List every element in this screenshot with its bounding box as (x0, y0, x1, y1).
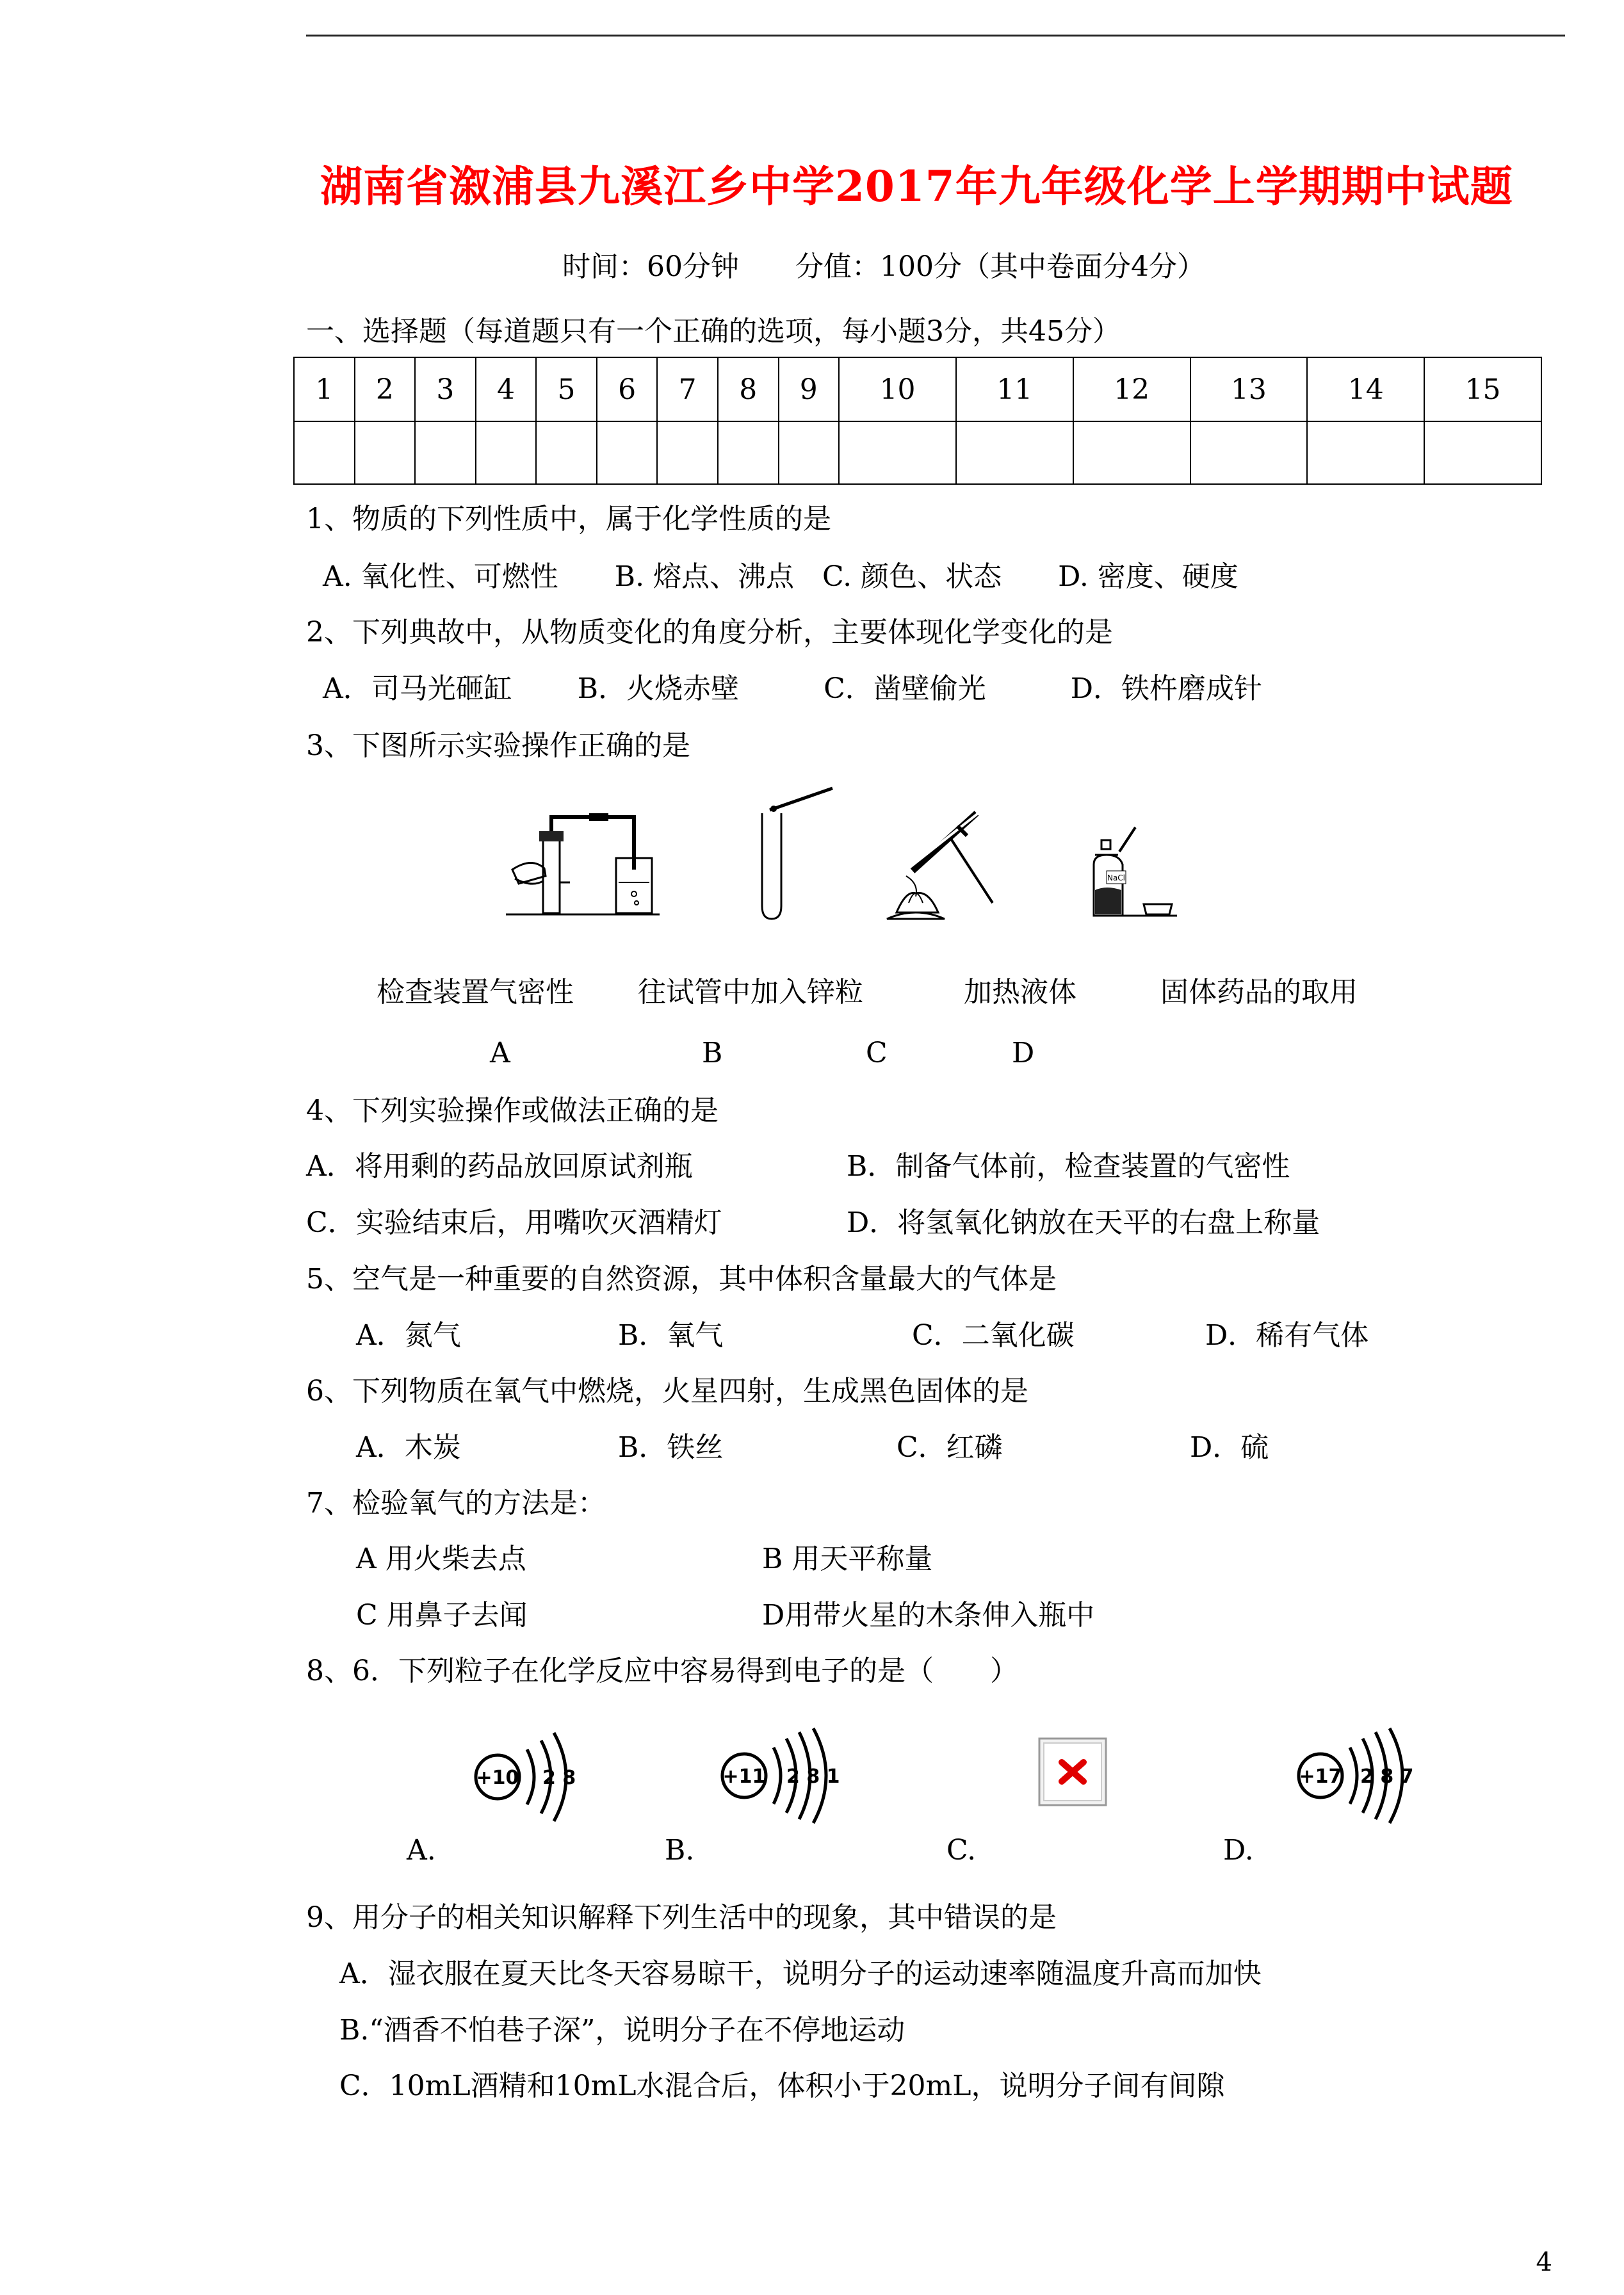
figure-letter-d: D (1012, 1037, 1035, 1069)
question-4-option-d: D．将氢氧化钠放在天平的右盘上称量 (847, 1206, 1320, 1239)
answer-table-number-cell: 7 (657, 357, 718, 421)
question-4-stem: 4、下列实验操作或做法正确的是 (306, 1094, 719, 1127)
question-6-stem: 6、下列物质在氧气中燃烧，火星四射，生成黑色固体的是 (306, 1375, 1028, 1407)
figure-caption-c: 加热液体 (964, 976, 1076, 1009)
test-tube-zinc-figure (749, 784, 845, 925)
question-7-option-a: A 用火柴去点 (356, 1543, 526, 1575)
question-6-option-c: C．红磷 (897, 1431, 1003, 1464)
answer-table-blank-cell (536, 421, 597, 484)
atom-letter-a: A. (407, 1834, 436, 1867)
figure-caption-d: 固体药品的取用 (1160, 976, 1358, 1009)
question-8-stem: 8、6．下列粒子在化学反应中容易得到电子的是（ ） (306, 1655, 1018, 1687)
answer-table-number-cell: 3 (415, 357, 476, 421)
answer-table-number-cell: 10 (839, 357, 956, 421)
answer-table-number-row (294, 357, 1541, 421)
question-6-option-b: B．铁丝 (618, 1431, 724, 1464)
answer-table-blank-cell (355, 421, 416, 484)
answer-table-blank-cell (1424, 421, 1541, 484)
answer-table-number-cell: 12 (1073, 357, 1190, 421)
question-2-stem: 2、下列典故中，从物质变化的角度分析，主要体现化学变化的是 (306, 616, 1113, 649)
atom-d-shells: 2 8 7 (1360, 1765, 1414, 1788)
question-5-option-d: D．稀有气体 (1205, 1319, 1369, 1352)
answer-table-blank-cell (718, 421, 779, 484)
answer-table-blank-cell (956, 421, 1073, 484)
answer-table-blank-cell (1307, 421, 1424, 484)
section-heading: 一、选择题（每道题只有一个正确的选项，每小题3分，共45分） (306, 315, 1121, 348)
question-1-options: A. 氧化性、可燃性 B. 熔点、沸点 C. 颜色、状态 D. 密度、硬度 (323, 560, 1238, 593)
answer-table-number-cell: 8 (718, 357, 779, 421)
airtightness-check-figure (506, 812, 660, 921)
atom-a-nucleus: +10 (476, 1767, 519, 1789)
question-7-stem: 7、检验氧气的方法是： (306, 1487, 606, 1520)
answer-table-blank-cell (476, 421, 537, 484)
atom-letter-c: C. (946, 1834, 977, 1867)
broken-image-icon (1037, 1737, 1108, 1807)
answer-table-number-cell: 4 (476, 357, 537, 421)
page-number: 4 (1536, 2248, 1552, 2277)
header-rule (306, 35, 1565, 36)
exam-info: 时间：60分钟 分值：100分（其中卷面分4分） (562, 250, 1205, 283)
page-title: 湖南省溆浦县九溪江乡中学2017年九年级化学上学期期中试题 (320, 161, 1513, 211)
question-5-stem: 5、空气是一种重要的自然资源，其中体积含量最大的气体是 (306, 1263, 1057, 1295)
answer-table-blank-cell (294, 421, 355, 484)
atom-structure-a (471, 1729, 586, 1825)
question-9-option-c: C．10mL酒精和10mL水混合后，体积小于20mL，说明分子间有间隙 (339, 2070, 1225, 2102)
answer-table-blank-cell (597, 421, 658, 484)
question-4-option-a: A．将用剩的药品放回原试剂瓶 (306, 1150, 693, 1183)
question-4-option-b: B．制备气体前，检查装置的气密性 (847, 1150, 1290, 1183)
question-5-option-a: A．氮气 (356, 1319, 461, 1352)
answer-table-blank-cell (1190, 421, 1308, 484)
question-4-option-c: C．实验结束后，用嘴吹灭酒精灯 (306, 1206, 722, 1239)
figure-caption-b: 往试管中加入锌粒 (638, 976, 863, 1009)
answer-table-number-cell: 1 (294, 357, 355, 421)
atom-b-nucleus: +11 (722, 1765, 766, 1788)
question-9-stem: 9、用分子的相关知识解释下列生活中的现象，其中错误的是 (306, 1901, 1057, 1934)
answer-table-number-cell: 5 (536, 357, 597, 421)
figure-letter-a: A (490, 1037, 510, 1069)
answer-table (293, 357, 1542, 485)
question-7-option-c: C 用鼻子去闻 (356, 1599, 528, 1632)
answer-table-blank-cell (779, 421, 840, 484)
question-5-option-b: B．氧气 (618, 1319, 724, 1352)
question-9-option-b: B.“酒香不怕巷子深”，说明分子在不停地运动 (339, 2014, 905, 2047)
atom-d-nucleus: +17 (1299, 1765, 1342, 1788)
answer-table-number-cell: 11 (956, 357, 1073, 421)
answer-table-number-cell: 14 (1307, 357, 1424, 421)
answer-table-blank-cell (839, 421, 956, 484)
answer-table-number-cell: 2 (355, 357, 416, 421)
answer-table-number-cell: 6 (597, 357, 658, 421)
answer-table-number-cell: 15 (1424, 357, 1541, 421)
question-7-option-d: D用带火星的木条伸入瓶中 (762, 1599, 1095, 1632)
figure-letter-b: B (702, 1037, 723, 1069)
atom-structure-d (1294, 1726, 1434, 1825)
answer-table-number-cell: 9 (779, 357, 840, 421)
atom-letter-d: D. (1223, 1834, 1254, 1867)
question-1-stem: 1、物质的下列性质中，属于化学性质的是 (306, 503, 831, 535)
figure-caption-a: 检查装置气密性 (377, 976, 574, 1009)
question-5-option-c: C．二氧化碳 (912, 1319, 1075, 1352)
answer-table-blank-cell (657, 421, 718, 484)
nacl-label: NaCl (1107, 873, 1126, 882)
atom-letter-b: B. (665, 1834, 695, 1867)
question-7-option-b: B 用天平称量 (762, 1543, 933, 1575)
question-6-option-d: D．硫 (1190, 1431, 1269, 1464)
figure-letter-c: C (866, 1037, 888, 1069)
heating-liquid-figure (881, 800, 1009, 929)
question-6-option-a: A．木炭 (356, 1431, 461, 1464)
atom-b-shells: 2 8 1 (786, 1765, 840, 1788)
answer-table-blank-cell (1073, 421, 1190, 484)
answer-table-blank-cell (415, 421, 476, 484)
atom-a-shells: 2 8 (542, 1767, 576, 1789)
question-2-options: A．司马光砸缸 B．火烧赤壁 C．凿壁偷光 D．铁杵磨成针 (323, 672, 1263, 705)
answer-table-number-cell: 13 (1190, 357, 1308, 421)
solid-drug-retrieval-figure (1087, 826, 1183, 922)
question-3-stem: 3、下图所示实验操作正确的是 (306, 729, 690, 762)
answer-table-answer-row (294, 421, 1541, 484)
question-9-option-a: A．湿衣服在夏天比冬天容易晾干，说明分子的运动速率随温度升高而加快 (339, 1958, 1262, 1990)
atom-structure-b (717, 1726, 858, 1825)
